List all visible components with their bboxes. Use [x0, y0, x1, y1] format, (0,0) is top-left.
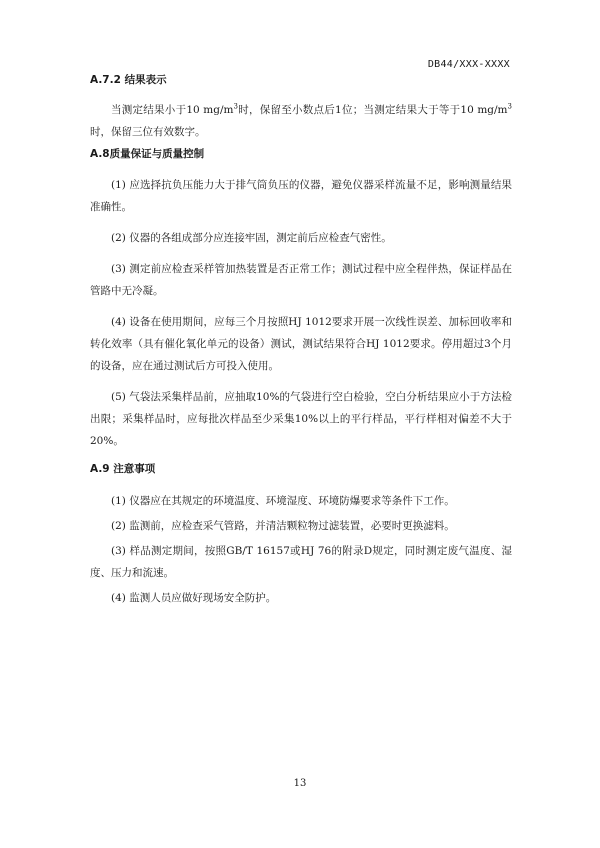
- paragraph-qa-2: (2) 仪器的各组成部分应连接牢固，测定前后应检查气密性。: [111, 232, 392, 244]
- paragraph-note-1: (1) 仪器应在其规定的环境温度、环境湿度、环境防爆要求等条件下工作。: [111, 495, 455, 507]
- paragraph-qa-1: (1) 应选择抗负压能力大于排气筒负压的仪器，避免仪器采样流量不足，影响测量结果准确性。: [90, 179, 512, 213]
- section-heading-a72: A.7.2 结果表示: [90, 74, 167, 86]
- section-heading-a9: A.9 注意事项: [90, 463, 156, 475]
- paragraph-note-4: (4) 监测人员应做好现场安全防护。: [111, 592, 277, 604]
- section-heading-a8: A.8质量保证与质量控制: [90, 148, 205, 160]
- page-content: [90, 72, 512, 609]
- paragraph-qa-3: (3) 测定前应检查采样管加热装置是否正常工作；测试过程中应全程伴热，保证样品在管路中无冷凝。: [90, 263, 512, 297]
- paragraph-qa-5: (5) 气袋法采集样品前，应抽取10%的气袋进行空白检验，空白分析结果应小于方法检出限；采集样品时，应每批次样品至少采集10%以上的平行样品，平行样相对偏差不大于20%。: [90, 391, 512, 447]
- paragraph-result-expression: 当测定结果小于10 $mg/m^3$时，保留至小数点后1位；当测定结果大于等于10 $mg/m^3$时，保留三位有效数字。: [90, 102, 512, 138]
- paragraph-note-3: (3) 样品测定期间，按照GB/T 16157或HJ 76的附录D规定，同时测定废气温度、湿度、压力和流速。: [90, 545, 512, 579]
- document-code: DB44/XXX-XXXX: [427, 59, 510, 70]
- paragraph-qa-4: (4) 设备在使用期间，应每三个月按照HJ 1012要求开展一次线性误差、加标回收率和转化效率（具有催化氧化单元的设备）测试，测试结果符合HJ 1012要求。停用超过3个月的设备，应在通过测试后方可投入使用。: [90, 316, 512, 372]
- paragraph-note-2: (2) 监测前，应检查采气管路，并清洁颗粒物过滤装置，必要时更换滤料。: [111, 520, 455, 532]
- page-number: 13: [293, 778, 307, 789]
